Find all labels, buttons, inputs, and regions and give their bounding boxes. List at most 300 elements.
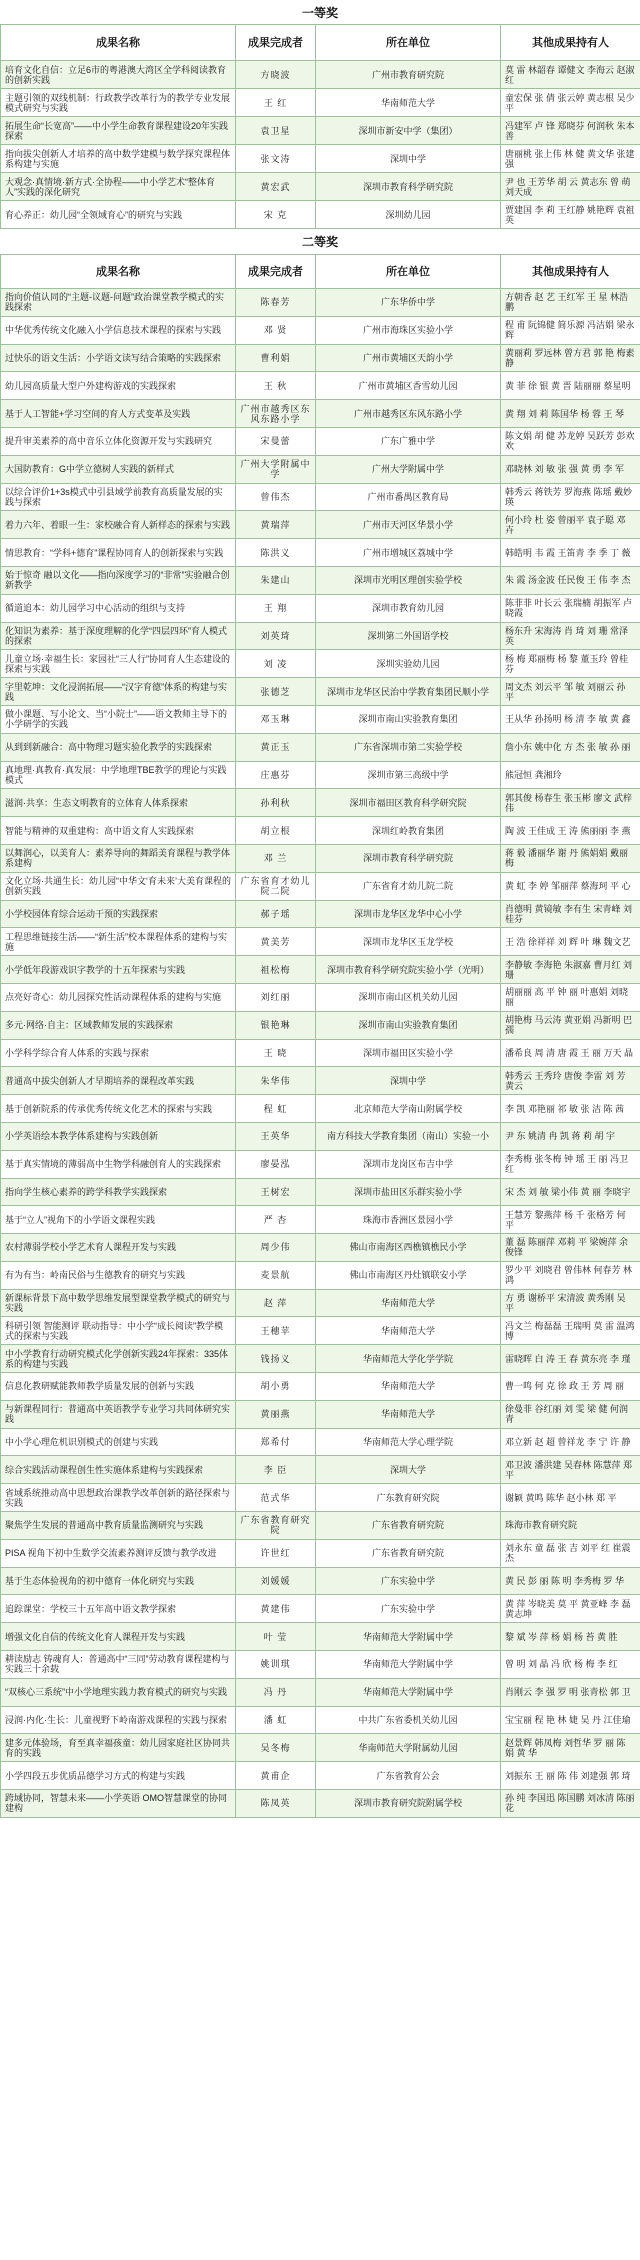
table-row — [1, 789, 640, 817]
table-row — [1, 622, 640, 650]
unit-cell: 深圳市龙华区龙华中心小学 — [316, 900, 501, 928]
achievement-cell: 跨域协同，智慧未来——小学英语 OMO智慧课堂的协同建构 — [1, 1790, 236, 1818]
achievement-cell: 中小学教育行动研究模式化学创新实践24年探索：335体系的构建与实践 — [1, 1345, 236, 1373]
achievement-cell: 大观念·真情境·新方式·全协程——中小学艺术“整体育人”实践的深化研究 — [1, 173, 236, 201]
unit-cell: 深圳幼儿园 — [316, 201, 501, 229]
table-row — [1, 117, 640, 145]
others-cell: 王 浩 徐祥祥 刘 辉 叶 琳 魏文艺 — [501, 928, 640, 956]
others-cell: 赵景辉 韩凤梅 刘哲华 罗 丽 陈 娟 黄 华 — [501, 1734, 640, 1762]
achievement-cell: 与新课程同行：普通高中英语教学专业学习共同体研究实践 — [1, 1400, 236, 1428]
unit-cell: 深圳市福田区实验小学 — [316, 1039, 501, 1067]
others-cell: 罗少平 刘晓君 曾伟林 何春芳 林 鸿 — [501, 1261, 640, 1289]
leader-cell: 王树宏 — [236, 1178, 316, 1206]
leader-cell: 朱建山 — [236, 566, 316, 594]
others-cell: 黄丽莉 罗远林 曾方君 郭 艳 梅素静 — [501, 344, 640, 372]
leader-cell: 邓 贤 — [236, 316, 316, 344]
first-prize-title: 一等奖 — [301, 5, 338, 20]
others-cell: 黎 斌 岑 萍 杨 娟 杨 苔 黄 胜 — [501, 1623, 640, 1651]
others-cell: 谢颖 黄鸣 陈华 赵小林 郑 平 — [501, 1484, 640, 1512]
header-unit: 所在单位 — [316, 255, 501, 289]
leader-cell: 银艳琳 — [236, 1011, 316, 1039]
achievement-cell: 主题引领的双线机制：行政教学改革行为的教学专业发展模式研究与实践 — [1, 89, 236, 117]
achievement-cell: 小学科学综合育人体系的实践与探索 — [1, 1039, 236, 1067]
others-cell: 宋 杰 刘 敏 梁小伟 黄 丽 李晓宇 — [501, 1178, 640, 1206]
unit-cell: 华南师范大学附属中学 — [316, 1678, 501, 1706]
unit-cell: 深圳市龙华区民治中学教育集团民顺小学 — [316, 678, 501, 706]
unit-cell: 深圳市教育科学研究院 — [316, 844, 501, 872]
achievement-cell: 小学四段五步优质品德学习方式的构建与实践 — [1, 1762, 236, 1790]
first-prize-rows — [1, 61, 640, 229]
table-row — [1, 1095, 640, 1123]
table-row — [1, 1206, 640, 1234]
achievement-cell: 着力六年、着眼一生：家校融合育人新样态的探索与实践 — [1, 511, 236, 539]
table-row — [1, 1150, 640, 1178]
others-cell: 童宏保 张 倩 张云婷 黄志根 吴少平 — [501, 89, 640, 117]
leader-cell: 广东省育才幼儿院二院 — [236, 872, 316, 900]
unit-cell: 华南师范大学 — [316, 1373, 501, 1401]
leader-cell: 廖晏泓 — [236, 1150, 316, 1178]
others-cell: 詹小东 姚中化 方 杰 张 敏 孙 丽 — [501, 733, 640, 761]
others-cell: 方 勇 谢桥平 宋清波 黄秀刚 吴 平 — [501, 1289, 640, 1317]
others-cell: 王从华 孙扬明 杨 清 李 敏 黄 鑫 — [501, 705, 640, 733]
table-row — [1, 1261, 640, 1289]
achievement-cell: 情思教育：“学科+德育”课程协同育人的创新探索与实践 — [1, 539, 236, 567]
unit-cell: 深圳市南山实验教育集团 — [316, 1011, 501, 1039]
table-row — [1, 1706, 640, 1734]
achievement-cell: 聚焦学生发展的普通高中教育质量监测研究与实践 — [1, 1512, 236, 1540]
leader-cell: 广东省教育研究院 — [236, 1512, 316, 1540]
table-row — [1, 1178, 640, 1206]
achievement-cell: 智能与精神的双重建构：高中语文育人实践探索 — [1, 817, 236, 845]
table-row — [1, 1234, 640, 1262]
leader-cell: 周少伟 — [236, 1234, 316, 1262]
table-row — [1, 1651, 640, 1679]
table-row — [1, 1289, 640, 1317]
second-prize-header-row — [1, 255, 640, 289]
achievement-cell: 儿童立场·幸福生长：家园社“三人行”协同育人生态建设的探索与实践 — [1, 650, 236, 678]
others-cell: 曾 明 刘 晶 冯 欣 杨 梅 李 红 — [501, 1651, 640, 1679]
header-achievement: 成果名称 — [1, 25, 236, 61]
achievement-cell: 始于惊奇 融以文化——指向深度学习的“非常”实验融合创新教学 — [1, 566, 236, 594]
achievement-cell: 真地理·真教育·真发展：中学地理TBE教学的理论与实践模式 — [1, 761, 236, 789]
achievement-cell: 有为有当：岭南民俗与生德教育的研究与实践 — [1, 1261, 236, 1289]
unit-cell: 广东实验中学 — [316, 1595, 501, 1623]
unit-cell: 深圳市教育科学研究院实验小学（光明） — [316, 956, 501, 984]
table-row — [1, 1567, 640, 1595]
achievement-cell: 指向拔尖创新人才培养的高中数学建模与数学探究课程体系构建与实施 — [1, 145, 236, 173]
second-prize-rows — [1, 289, 640, 1818]
achievement-cell: 化知识为素养：基于深度理解的化学“四层四环”育人模式的探索 — [1, 622, 236, 650]
table-row — [1, 1400, 640, 1428]
header-achievement: 成果名称 — [1, 255, 236, 289]
table-row — [1, 1623, 640, 1651]
table-row — [1, 1345, 640, 1373]
table-row — [1, 511, 640, 539]
unit-cell: 广州市黄埔区香雪幼儿园 — [316, 372, 501, 400]
table-row — [1, 89, 640, 117]
table-row — [1, 566, 640, 594]
table-row — [1, 539, 640, 567]
leader-cell: 黄宏武 — [236, 173, 316, 201]
unit-cell: 华南师范大学附属中学 — [316, 1623, 501, 1651]
table-row — [1, 1428, 640, 1456]
unit-cell: 深圳市光明区理创实验学校 — [316, 566, 501, 594]
unit-cell: 广州市教育研究院 — [316, 61, 501, 89]
table-row — [1, 455, 640, 483]
others-cell: 陈菲菲 叶长云 张瑞楠 胡振军 卢晓霞 — [501, 594, 640, 622]
unit-cell: 华南师范大学附属幼儿园 — [316, 1734, 501, 1762]
unit-cell: 广州市海珠区实验小学 — [316, 316, 501, 344]
achievement-cell: 中小学心理危机识别模式的创建与实践 — [1, 1428, 236, 1456]
table-row — [1, 1734, 640, 1762]
unit-cell: 广东省教育研究院 — [316, 1539, 501, 1567]
first-prize-header-row — [1, 25, 640, 61]
unit-cell: 广州大学附属中学 — [316, 455, 501, 483]
others-cell: 刘振东 王 丽 陈 伟 刘建强 郭 琦 — [501, 1762, 640, 1790]
unit-cell: 深圳第二外国语学校 — [316, 622, 501, 650]
table-row — [1, 427, 640, 455]
table-row — [1, 1011, 640, 1039]
unit-cell: 华南师范大学心理学院 — [316, 1428, 501, 1456]
leader-cell: 黄丽燕 — [236, 1400, 316, 1428]
leader-cell: 宋曼蕾 — [236, 427, 316, 455]
achievement-cell: 基于“立人”视角下的小学语文课程实践 — [1, 1206, 236, 1234]
achievement-cell: 幼儿园高质量大型户外建构游戏的实践探索 — [1, 372, 236, 400]
leader-cell: 王 秋 — [236, 372, 316, 400]
achievement-cell: 耕读励志 铸魂育人：普通高中“三同”劳动教育课程建构与实践三十余载 — [1, 1651, 236, 1679]
leader-cell: 郑希付 — [236, 1428, 316, 1456]
others-cell: 肖德明 黄镜敏 李有生 宋青峰 刘桂芬 — [501, 900, 640, 928]
leader-cell: 赵 萍 — [236, 1289, 316, 1317]
unit-cell: 南方科技大学教育集团（南山）实验一小 — [316, 1122, 501, 1150]
leader-cell: 邓玉琳 — [236, 705, 316, 733]
others-cell: 邓卫波 潘洪建 吴春林 陈慧萍 郑 平 — [501, 1456, 640, 1484]
header-leader: 成果完成者 — [236, 255, 316, 289]
table-row — [1, 928, 640, 956]
achievement-cell: 新课标背景下高中数学思维发展型课堂教学模式的研究与实践 — [1, 1289, 236, 1317]
others-cell: 曹一鸣 何 克 徐 政 王 芳 周 丽 — [501, 1373, 640, 1401]
achievement-cell: 以综合评价1+3s模式中引县域学前教育高质量发展的实践与探索 — [1, 483, 236, 511]
leader-cell: 黄美芳 — [236, 928, 316, 956]
achievement-cell: 提升审美素养的高中音乐立体化资源开发与实践研究 — [1, 427, 236, 455]
achievement-cell: 培育文化自信：立足6市的粤港澳大湾区全学科阅读教育的创新实践 — [1, 61, 236, 89]
others-cell: 唐丽桃 张上伟 林 健 黄文华 张建强 — [501, 145, 640, 173]
leader-cell: 叶 莹 — [236, 1623, 316, 1651]
table-row — [1, 1039, 640, 1067]
unit-cell: 深圳中学 — [316, 1067, 501, 1095]
achievement-cell: 字里乾坤：文化浸润拓展——“汉字育德”体系的构建与实践 — [1, 678, 236, 706]
leader-cell: 许世红 — [236, 1539, 316, 1567]
leader-cell: 陈洪义 — [236, 539, 316, 567]
unit-cell: 广州市增城区荔城中学 — [316, 539, 501, 567]
unit-cell: 深圳市龙岗区布吉中学 — [316, 1150, 501, 1178]
achievement-cell: 建多元体验场，育至真幸福孩童：幼儿园家庭社区协同共育的实践 — [1, 1734, 236, 1762]
table-row — [1, 173, 640, 201]
achievement-cell: 以舞润心，以美育人：素养导向的舞蹈美育课程与教学体系建构 — [1, 844, 236, 872]
leader-cell: 黄甫企 — [236, 1762, 316, 1790]
others-cell: 朱 霞 汤金波 任民俊 王 伟 李 杰 — [501, 566, 640, 594]
table-row — [1, 61, 640, 89]
others-cell: 黄 萍 岑晓美 莫 平 黄亚峰 李 磊 黄志坤 — [501, 1595, 640, 1623]
table-row — [1, 316, 640, 344]
others-cell: 李秀梅 张冬梅 钟 瑶 王 丽 冯卫红 — [501, 1150, 640, 1178]
achievement-cell: 小学低年段游戏识字教学的十五年探索与实践 — [1, 956, 236, 984]
achievement-cell: 追踪课堂：学校三十五年高中语文教学探索 — [1, 1595, 236, 1623]
leader-cell: 黄建伟 — [236, 1595, 316, 1623]
unit-cell: 华南师范大学化学学院 — [316, 1345, 501, 1373]
achievement-cell: 过快乐的语文生活：小学语文读写结合策略的实践探索 — [1, 344, 236, 372]
unit-cell: 华南师范大学 — [316, 1317, 501, 1345]
leader-cell: 王 翔 — [236, 594, 316, 622]
table-row — [1, 372, 640, 400]
second-prize-table — [0, 254, 640, 1818]
unit-cell: 广东省教育公会 — [316, 1762, 501, 1790]
unit-cell: 广东省育才幼儿院二院 — [316, 872, 501, 900]
leader-cell: 陈春芳 — [236, 289, 316, 317]
leader-cell: 冯 丹 — [236, 1678, 316, 1706]
leader-cell: 严 杏 — [236, 1206, 316, 1234]
leader-cell: 刘 凌 — [236, 650, 316, 678]
table-row — [1, 761, 640, 789]
achievement-cell: 综合实践活动课程创生性实施体系建构与实践探索 — [1, 1456, 236, 1484]
others-cell: 周文杰 刘云平 邹 敏 刘丽云 孙 平 — [501, 678, 640, 706]
achievement-cell: 指向学生核心素养的跨学科教学实践探索 — [1, 1178, 236, 1206]
table-row — [1, 956, 640, 984]
others-cell: 王慧芳 黎燕萍 杨 千 张格芳 何 平 — [501, 1206, 640, 1234]
others-cell: 孙 纯 李国迅 陈国鹏 刘冰清 陈丽花 — [501, 1790, 640, 1818]
leader-cell: 胡立根 — [236, 817, 316, 845]
leader-cell: 祖松梅 — [236, 956, 316, 984]
achievement-cell: 基于创新院系的传承优秀传统文化艺术的探索与实践 — [1, 1095, 236, 1123]
leader-cell: 王穗苹 — [236, 1317, 316, 1345]
achievement-cell: PISA 视角下初中生数学交流素养测评反馈与教学改进 — [1, 1539, 236, 1567]
table-row — [1, 1122, 640, 1150]
others-cell: 蒋 毅 潘丽华 谢 丹 熊娟娟 戴丽梅 — [501, 844, 640, 872]
unit-cell: 广州市番禺区教育局 — [316, 483, 501, 511]
leader-cell: 郝子瑶 — [236, 900, 316, 928]
header-others: 其他成果持有人 — [501, 255, 640, 289]
leader-cell: 朱华伟 — [236, 1067, 316, 1095]
leader-cell: 邓 兰 — [236, 844, 316, 872]
leader-cell: 孙利秋 — [236, 789, 316, 817]
leader-cell: 钱扬义 — [236, 1345, 316, 1373]
others-cell: 韩秀云 王秀玲 唐俊 李雷 刘 芳 黄云 — [501, 1067, 640, 1095]
header-unit: 所在单位 — [316, 25, 501, 61]
table-row — [1, 400, 640, 428]
table-row — [1, 1373, 640, 1401]
unit-cell: 深圳市盐田区乐群实验小学 — [316, 1178, 501, 1206]
others-cell: 黄 虹 李 婷 邹丽萍 蔡海珂 平 心 — [501, 872, 640, 900]
unit-cell: 深圳市南山区机关幼儿园 — [316, 983, 501, 1011]
unit-cell: 深圳市教育研究院附属学校 — [316, 1790, 501, 1818]
achievement-cell: 农村薄弱学校小学艺术育人课程开发与实践 — [1, 1234, 236, 1262]
leader-cell: 陈凤英 — [236, 1790, 316, 1818]
others-cell: 李 凯 邓艳丽 祁 敏 张 洁 陈 茜 — [501, 1095, 640, 1123]
achievement-cell: 工程思维链接生活——“新生活”校本课程体系的建构与实施 — [1, 928, 236, 956]
achievement-cell: 文化立场·共通生长：幼儿园“中华文‘育未来’大美育课程的创新实践 — [1, 872, 236, 900]
first-prize-table — [0, 24, 640, 229]
others-cell: 珠海市教育研究院 — [501, 1512, 640, 1540]
table-row — [1, 344, 640, 372]
achievement-cell: 基于真实情境的薄弱高中生物学科融创育人的实践探索 — [1, 1150, 236, 1178]
unit-cell: 深圳市福田区教育科学研究院 — [316, 789, 501, 817]
leader-cell: 吴冬梅 — [236, 1734, 316, 1762]
others-cell: 尹 东 姚清 冉 凯 蒋 莉 胡 宇 — [501, 1122, 640, 1150]
unit-cell: 广州市天河区华景小学 — [316, 511, 501, 539]
leader-cell: 李 臣 — [236, 1456, 316, 1484]
table-row — [1, 1067, 640, 1095]
unit-cell: 广东广雅中学 — [316, 427, 501, 455]
table-row — [1, 1762, 640, 1790]
unit-cell: 广东省深圳市第二实验学校 — [316, 733, 501, 761]
achievement-cell: 做小课题、写小论文、当“小院士”——语文教师主导下的小学研学的实践 — [1, 705, 236, 733]
others-cell: 程 甫 阮锦健 简乐源 冯洁娟 梁永辉 — [501, 316, 640, 344]
unit-cell: 广东省教育研究院 — [316, 1512, 501, 1540]
leader-cell: 黄正玉 — [236, 733, 316, 761]
others-cell: 邓立新 赵 超 曾祥龙 李 宁 许 静 — [501, 1428, 640, 1456]
unit-cell: 广州市黄埔区天韵小学 — [316, 344, 501, 372]
leader-cell: 宋 克 — [236, 201, 316, 229]
others-cell: 徐曼菲 谷红丽 刘 雯 梁 健 何润青 — [501, 1400, 640, 1428]
leader-cell: 张德芝 — [236, 678, 316, 706]
table-row — [1, 678, 640, 706]
table-row — [1, 705, 640, 733]
achievement-cell: 大国防教育：G中学立德树人实践的新样式 — [1, 455, 236, 483]
achievement-cell: 信息化教研赋能教师教学质量发展的创新与实践 — [1, 1373, 236, 1401]
others-cell: 胡艳梅 马云涛 黄亚娟 冯新明 巴 孺 — [501, 1011, 640, 1039]
unit-cell: 广东华侨中学 — [316, 289, 501, 317]
achievement-cell: 多元·网络·自主：区域教师发展的实践探索 — [1, 1011, 236, 1039]
others-cell: 邓晓林 刘 敏 张 强 黄 勇 李 军 — [501, 455, 640, 483]
others-cell: 刘永东 童 磊 张 吉 刘平 红 崔震 杰 — [501, 1539, 640, 1567]
others-cell: 黄 翔 刘 莉 陈国华 杨 蓉 王 琴 — [501, 400, 640, 428]
table-row — [1, 872, 640, 900]
others-cell: 潘希良 周 清 唐 霞 王 丽 万天 晶 — [501, 1039, 640, 1067]
others-cell: 雷晓晖 白 涛 王 春 黄东亮 李 瑾 — [501, 1345, 640, 1373]
others-cell: 尹 也 王芳华 胡 云 黄志东 曾 萌 刘天成 — [501, 173, 640, 201]
achievement-cell: 从到到新融合：高中物理习题实验化教学的实践探索 — [1, 733, 236, 761]
others-cell: 董 磊 陈丽萍 邓莉 平 梁婉萍 余俊锋 — [501, 1234, 640, 1262]
achievement-cell: 指向价值认同的“主题-议题-问题”政治课堂教学模式的实践探索 — [1, 289, 236, 317]
unit-cell: 深圳市第三高级中学 — [316, 761, 501, 789]
table-row — [1, 145, 640, 173]
table-row — [1, 900, 640, 928]
leader-cell: 庄惠芬 — [236, 761, 316, 789]
table-row — [1, 1512, 640, 1540]
achievement-cell: 中华优秀传统文化融入小学信息技术课程的探索与实践 — [1, 316, 236, 344]
others-cell: 莫 雷 林韶春 谭健文 李海云 赵淑红 — [501, 61, 640, 89]
achievement-cell: 省域系统推动高中思想政治课教学改革创新的路径探索与实践 — [1, 1484, 236, 1512]
leader-cell: 曹利娟 — [236, 344, 316, 372]
leader-cell: 王 晓 — [236, 1039, 316, 1067]
others-cell: 宝宝丽 程 艳 林 婕 吴 丹 江佳瑜 — [501, 1706, 640, 1734]
header-others: 其他成果持有人 — [501, 25, 640, 61]
table-row — [1, 1484, 640, 1512]
table-row — [1, 733, 640, 761]
others-cell: 冯建军 卢 锋 郑晓芬 何润秋 朱本善 — [501, 117, 640, 145]
others-cell: 杨 梅 郑丽梅 杨 黎 董玉玲 曾桂芬 — [501, 650, 640, 678]
unit-cell: 深圳中学 — [316, 145, 501, 173]
unit-cell: 华南师范大学 — [316, 1400, 501, 1428]
table-row — [1, 983, 640, 1011]
unit-cell: 深圳实验幼儿园 — [316, 650, 501, 678]
table-row — [1, 1790, 640, 1818]
leader-cell: 刘媛媛 — [236, 1567, 316, 1595]
leader-cell: 方晓波 — [236, 61, 316, 89]
unit-cell: 华南师范大学 — [316, 89, 501, 117]
unit-cell: 深圳市教育科学研究院 — [316, 173, 501, 201]
leader-cell: 黄瑞萍 — [236, 511, 316, 539]
achievement-cell: 基于生态体验视角的初中德育一体化研究与实践 — [1, 1567, 236, 1595]
others-cell: 杨东升 宋海涛 肖 琦 刘 珊 常泽英 — [501, 622, 640, 650]
others-cell: 何小玲 杜 姿 曾丽平 袁子聪 邓 卉 — [501, 511, 640, 539]
others-cell: 陶 波 王佳成 王 涛 熊丽丽 李 燕 — [501, 817, 640, 845]
others-cell: 胡丽丽 高 平 钟 丽 叶惠娟 刘晓丽 — [501, 983, 640, 1011]
others-cell: 韩皓明 韦 霞 王笛青 李 季 丁 薇 — [501, 539, 640, 567]
achievement-cell: 拓展生命“长宽高”——中小学生命教育课程建设20年实践探索 — [1, 117, 236, 145]
leader-cell: 胡小勇 — [236, 1373, 316, 1401]
table-row — [1, 1317, 640, 1345]
table-row — [1, 844, 640, 872]
others-cell: 韩秀云 蒋铁芳 罗海燕 陈瑶 戴妙瑛 — [501, 483, 640, 511]
unit-cell: 深圳市教育幼儿园 — [316, 594, 501, 622]
achievement-cell: 浸润·内化·生长：儿童视野下岭南游戏课程的实践与探索 — [1, 1706, 236, 1734]
table-row — [1, 289, 640, 317]
leader-cell: 王 红 — [236, 89, 316, 117]
table-row — [1, 201, 640, 229]
table-row — [1, 1539, 640, 1567]
leader-cell: 姚训琪 — [236, 1651, 316, 1679]
table-row — [1, 1678, 640, 1706]
others-cell: 郭其俊 杨春生 张玉彬 廖文 武梓伟 — [501, 789, 640, 817]
achievement-cell: 滋润·共享：生态文明教育的立体育人体系探索 — [1, 789, 236, 817]
others-cell: 冯文兰 梅磊磊 王瑞明 莫 雷 温鸿博 — [501, 1317, 640, 1345]
leader-cell: 范式华 — [236, 1484, 316, 1512]
header-leader: 成果完成者 — [236, 25, 316, 61]
achievement-cell: 增强文化自信的传统文化育人课程开发与实践 — [1, 1623, 236, 1651]
unit-cell: 深圳市新安中学（集团） — [316, 117, 501, 145]
leader-cell: 王英华 — [236, 1122, 316, 1150]
achievement-cell: 小学校园体育综合运动干预的实践探索 — [1, 900, 236, 928]
achievement-cell: 小学英语绘本教学体系建构与实践创新 — [1, 1122, 236, 1150]
unit-cell: 珠海市香洲区景园小学 — [316, 1206, 501, 1234]
table-row — [1, 817, 640, 845]
leader-cell: 袁卫星 — [236, 117, 316, 145]
table-row — [1, 650, 640, 678]
leader-cell: 潘 虹 — [236, 1706, 316, 1734]
unit-cell: 中共广东省委机关幼儿园 — [316, 1706, 501, 1734]
achievement-cell: 普通高中拔尖创新人才早期培养的课程改革实践 — [1, 1067, 236, 1095]
unit-cell: 华南师范大学 — [316, 1289, 501, 1317]
unit-cell: 广州市越秀区东风东路小学 — [316, 400, 501, 428]
achievement-cell: “双核心三系统”中小学地理实践力教育模式的研究与实践 — [1, 1678, 236, 1706]
leader-cell: 刘红丽 — [236, 983, 316, 1011]
achievement-cell: 科研引领 智能测评 联动指导：中小学“成长阅读”教学模式的探索与实践 — [1, 1317, 236, 1345]
second-prize-title: 二等奖 — [301, 235, 338, 249]
others-cell: 陈文娟 胡 健 苏龙婷 吴跃芳 彭欢欢 — [501, 427, 640, 455]
table-row — [1, 1456, 640, 1484]
table-row — [1, 483, 640, 511]
achievement-cell: 点亮好奇心：幼儿园探究性活动课程体系的建构与实施 — [1, 983, 236, 1011]
leader-cell: 曾伟杰 — [236, 483, 316, 511]
unit-cell: 深圳市南山实验教育集团 — [316, 705, 501, 733]
unit-cell: 佛山市南海区丹灶镇联安小学 — [316, 1261, 501, 1289]
table-row — [1, 1595, 640, 1623]
unit-cell: 华南师范大学附属中学 — [316, 1651, 501, 1679]
leader-cell: 张文涛 — [236, 145, 316, 173]
leader-cell: 广州市越秀区东风东路小学 — [236, 400, 316, 428]
unit-cell: 深圳市龙华区玉龙学校 — [316, 928, 501, 956]
